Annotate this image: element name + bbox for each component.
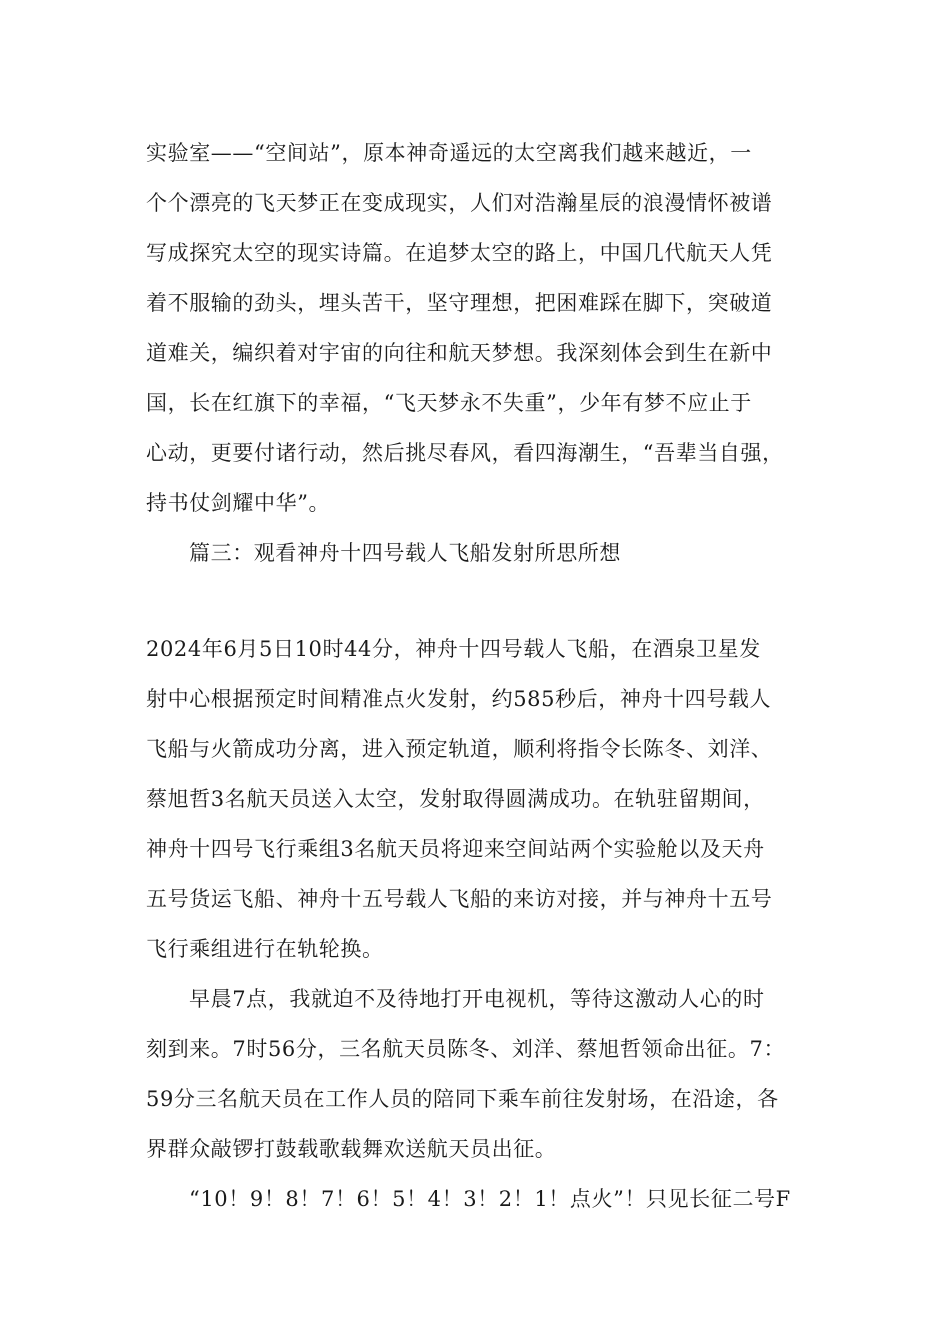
text-line: 着不服输的劲头，埋头苦干，坚守理想，把困难踩在脚下，突破道 [146, 291, 773, 315]
text-line: 个个漂亮的飞天梦正在变成现实，人们对浩瀚星辰的浪漫情怀被谱 [146, 191, 773, 215]
text-line: 射中心根据预定时间精准点火发射，约585秒后，神舟十四号载人 [146, 687, 772, 711]
text-line: 神舟十四号飞行乘组3名航天员将迎来空间站两个实验舱以及天舟 [146, 837, 765, 861]
section-heading: 篇三：观看神舟十四号载人飞船发射所思所想 [189, 541, 621, 565]
text-line: 国，长在红旗下的幸福，“飞天梦永不失重”，少年有梦不应止于 [146, 391, 752, 415]
text-line: 心动，更要付诸行动，然后挑尽春风，看四海潮生，“吾辈当自强， [146, 441, 784, 465]
text-line: 蔡旭哲3名航天员送入太空，发射取得圆满成功。在轨驻留期间， [146, 787, 765, 811]
text-line: 飞行乘组进行在轨轮换。 [146, 937, 384, 961]
paragraph-continued [146, 128, 811, 578]
text-line: 早晨7点，我就迫不及待地打开电视机，等待这激动人心的时 [189, 987, 765, 1011]
paragraph-section-three [146, 624, 811, 1224]
text-line: 道难关，编织着对宇宙的向往和航天梦想。我深刻体会到生在新中 [146, 341, 773, 365]
text-line: 写成探究太空的现实诗篇。在追梦太空的路上，中国几代航天人凭 [146, 241, 773, 265]
text-line: 飞船与火箭成功分离，进入预定轨道，顺利将指令长陈冬、刘洋、 [146, 737, 773, 761]
text-line: 刻到来。7时56分，三名航天员陈冬、刘洋、蔡旭哲领命出征。7： [146, 1037, 786, 1061]
text-line: 五号货运飞船、神舟十五号载人飞船的来访对接，并与神舟十五号 [146, 887, 773, 911]
text-line: 界群众敲锣打鼓载歌载舞欢送航天员出征。 [146, 1137, 557, 1161]
text-line: 2024年6月5日10时44分，神舟十四号载人飞船，在酒泉卫星发 [146, 637, 761, 661]
text-line: 持书仗剑耀中华”。 [146, 491, 331, 515]
text-line: “10！9！8！7！6！5！4！3！2！1！点火”！只见长征二号F [189, 1187, 791, 1211]
text-line: 59分三名航天员在工作人员的陪同下乘车前往发射场，在沿途，各 [146, 1087, 779, 1111]
text-line: 实验室——“空间站”，原本神奇遥远的太空离我们越来越近，一 [146, 141, 752, 165]
